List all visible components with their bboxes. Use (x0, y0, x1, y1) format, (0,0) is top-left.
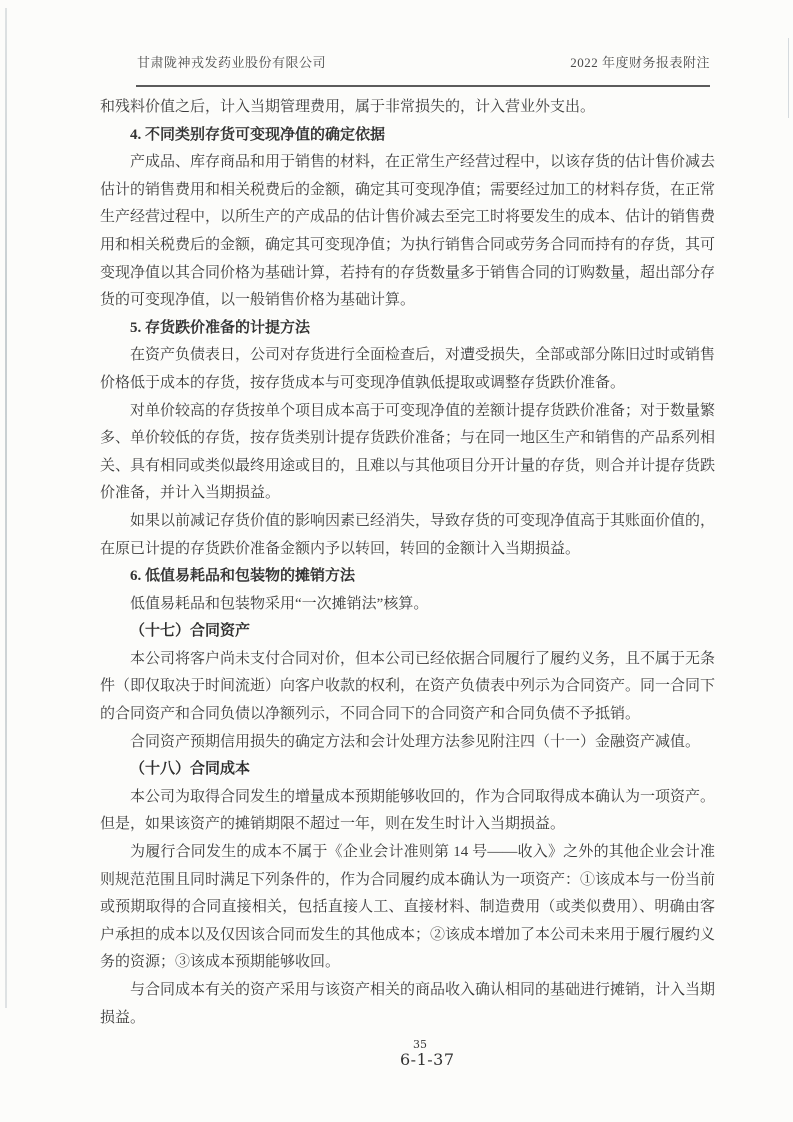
paragraph: 本公司为取得合同发生的增量成本预期能够收回的，作为合同取得成本确认为一项资产。但是，如果该资产的摊销期限不超过一年，则在发生时计入当期损益。 (100, 788, 716, 833)
section-heading: 6. 低值易耗品和包装物的摊销方法 (130, 568, 356, 585)
paragraph: 与合同成本有关的资产采用与该资产相关的商品收入确认相同的基础进行摊销，计入当期损益。 (100, 982, 716, 1026)
paragraph: 如果以前减记存货价值的影响因素已经消失，导致存货的可变现净值高于其账面价值的，在原已计提的存货跌价准备金额内予以转回，转回的金额计入当期损益。 (100, 512, 716, 557)
section-heading: 4. 不同类别存货可变现净值的确定依据 (130, 126, 386, 143)
paragraph: 产成品、库存商品和用于销售的材料，在正常生产经营过程中，以该存货的估计售价减去估计的销售费用和相关税费后的金额，确定其可变现净值；需要经过加工的材料存货，在正常生产经营过程中，以所生产的产成品的估计售价减去至完工时将要发生的成本、估计的销售费用和相关税费后的金额，确定其可变现净值；为执行销售合同或劳务合同而持有的存货，其可变现净值以其合同价格为基础计算，若持有的存货数量多于销售合同的订购数量，超出部分存货的可变现净值，以一般销售价格为基础计算。 (100, 154, 716, 309)
paragraph: 为履行合同发生的成本不属于《企业会计准则第 14 号——收入》之外的其他企业会计准则规范范围且同时满足下列条件的，作为合同履约成本确认为一项资产：①该成本与一份当前或预期取得的合同直接相关，包括直接人工、直接材料、制造费用（或类似费用）、明确由客户承担的成本以及仅因该合同而发生的其他成本；②该成本增加了本公司未来用于履行履约义务的资源；③该成本预期能够收回。 (100, 844, 716, 971)
section-heading: 5. 存货跌价准备的计提方法 (130, 319, 311, 336)
header-divider-rule (136, 85, 710, 87)
scan-edge-line-right (788, 38, 789, 118)
page-number-superscript: 35 (413, 1038, 427, 1051)
paragraph: 低值易耗品和包装物采用“一次摊销法”核算。 (130, 595, 429, 612)
paragraph: 本公司将客户尚未支付合同对价，但本公司已经依据合同履行了履约义务，且不属于无条件（即仅取决于时间流逝）向客户收款的权利，在资产负债表中列示为合同资产。同一合同下的合同资产和合同负债以净额列示，不同合同下的合同资产和合同负债不予抵销。 (100, 650, 716, 723)
scan-edge-line-left (5, 8, 7, 1008)
header-doc-title: 2022 年度财务报表附注 (570, 55, 710, 70)
document-body (100, 94, 715, 1032)
header-company-name: 甘肃陇神戎发药业股份有限公司 (137, 55, 327, 70)
paragraph: 和残料价值之后，计入当期管理费用，属于非常损失的，计入营业外支出。 (100, 99, 596, 115)
paragraph: 对单价较高的存货按单个项目成本高于可变现净值的差额计提存货跌价准备；对于数量繁多、单价较低的存货，按存货类别计提存货跌价准备；与在同一地区生产和销售的产品系列相关、具有相同或类似最终用途或目的，且难以与其他项目分开计量的存货，则合并计提存货跌价准备，并计入当期损益。 (100, 402, 716, 502)
section-heading: （十八）合同成本 (130, 761, 251, 778)
paragraph: 合同资产预期信用损失的确定方法和会计处理方法参见附注四（十一）金融资产减值。 (130, 733, 701, 750)
page-number: 6-1-37 (400, 1050, 455, 1069)
section-heading: （十七）合同资产 (130, 623, 251, 640)
paragraph: 在资产负债表日，公司对存货进行全面检查后，对遭受损失，全部或部分陈旧过时或销售价格低于成本的存货，按存货成本与可变现净值孰低提取或调整存货跌价准备。 (100, 347, 716, 391)
